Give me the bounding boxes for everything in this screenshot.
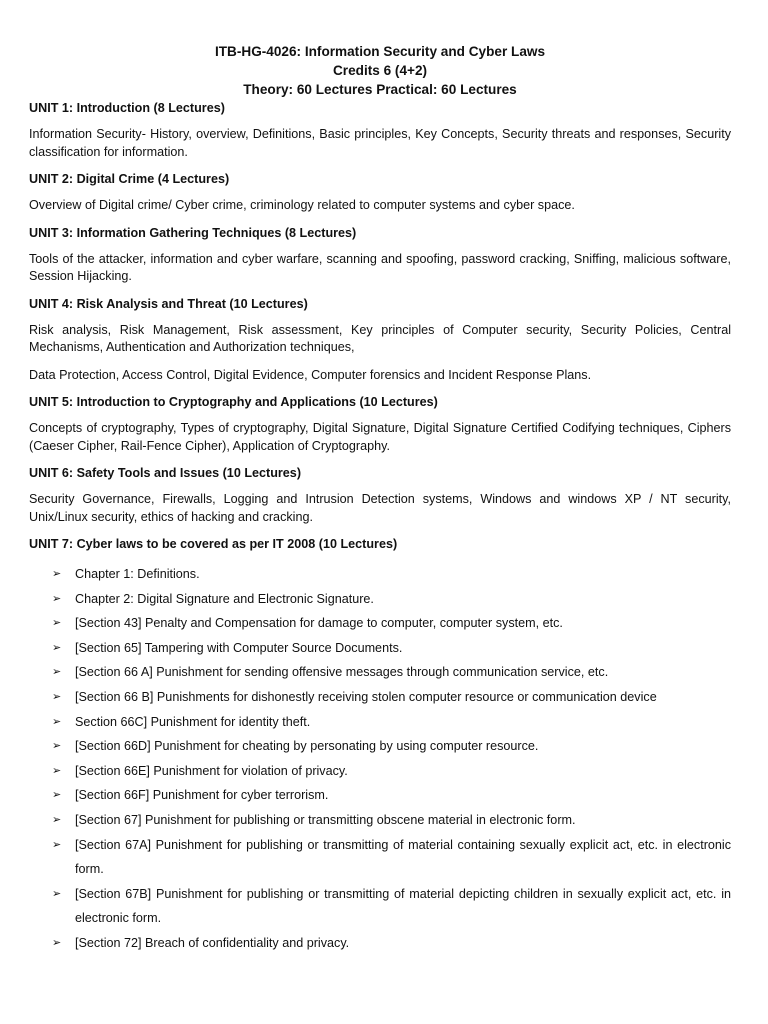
unit-5 [29,394,731,455]
list-item-text: [Section 65] Tampering with Computer Source Documents. [75,640,403,655]
list-item-text: Section 66C] Punishment for identity theft. [75,714,311,729]
unit-paragraph: Security Governance, Firewalls, Logging and Intrusion Detection systems, Windows and windows XP / NT security, Unix/Linux security, ethics of hacking and cracking. [29,492,731,524]
list-item [29,882,731,931]
list-item-text: [Section 72] Breach of confidentiality and privacy. [75,935,350,950]
unit-paragraph: Overview of Digital crime/ Cyber crime, criminology related to computer systems and cyber space. [29,198,575,212]
list-item-text: [Section 67B] Punishment for publishing or transmitting of material depicting children in sexually explicit act, etc. in electronic form. [75,886,731,926]
unit-heading: UNIT 6: Safety Tools and Issues (10 Lectures) [29,466,302,480]
list-item-text: [Section 67] Punishment for publishing or transmitting obscene material in electronic form. [75,812,576,827]
unit-heading: UNIT 2: Digital Crime (4 Lectures) [29,172,230,186]
unit-heading: UNIT 5: Introduction to Cryptography and Applications (10 Lectures) [29,395,438,409]
list-item-text: [Section 66F] Punishment for cyber terrorism. [75,788,329,803]
unit-paragraph: Information Security- History, overview, Definitions, Basic principles, Key Concepts, Security threats and responses, Security classification for information. [29,127,731,159]
list-item-text: Chapter 1: Definitions. [75,567,200,581]
arrow-bullet-icon: ➢ [52,617,62,630]
arrow-bullet-icon: ➢ [52,715,62,728]
unit-paragraph: Risk analysis, Risk Management, Risk assessment, Key principles of Computer security, Security Policies, Central Mechanisms, Authentication and Authorization techniques, [29,322,731,354]
unit-6 [29,465,731,526]
arrow-bullet-icon: ➢ [52,838,62,851]
cyber-law-sections-list [29,562,731,956]
arrow-bullet-icon: ➢ [52,690,62,703]
list-item [29,636,731,661]
list-item [29,660,731,685]
unit-heading: UNIT 4: Risk Analysis and Threat (10 Lectures) [29,296,308,311]
course-lectures: Theory: 60 Lectures Practical: 60 Lectures [243,82,517,97]
arrow-bullet-icon: ➢ [52,887,62,900]
list-item [29,562,731,587]
list-item [29,734,731,759]
arrow-bullet-icon: ➢ [52,813,62,826]
unit-7 [29,536,731,956]
course-title-block [29,42,731,99]
arrow-bullet-icon: ➢ [52,568,62,580]
course-credits: Credits 6 (4+2) [332,63,428,78]
unit-heading: UNIT 7: Cyber laws to be covered as per IT 2008 (10 Lectures) [29,537,398,551]
unit-1 [29,100,731,161]
list-item-text: [Section 66E] Punishment for violation of privacy. [75,763,348,778]
arrow-bullet-icon: ➢ [52,592,62,605]
list-item [29,783,731,808]
unit-4 [29,296,731,385]
arrow-bullet-icon: ➢ [52,789,62,802]
list-item-text: [Section 43] Penalty and Compensation for damage to computer, computer system, etc. [75,616,563,631]
unit-2 [29,171,731,215]
unit-paragraph: Data Protection, Access Control, Digital Evidence, Computer forensics and Incident Response Plans. [29,367,592,382]
unit-paragraph: Tools of the attacker, information and cyber warfare, scanning and spoofing, password cracking, Sniffing, malicious software, Session Hijacking. [29,251,731,283]
list-item-text: [Section 66D] Punishment for cheating by personating by using computer resource. [75,739,539,754]
list-item [29,808,731,833]
arrow-bullet-icon: ➢ [52,764,62,777]
unit-heading: UNIT 1: Introduction (8 Lectures) [29,101,225,115]
unit-3 [29,225,731,286]
list-item-text: Chapter 2: Digital Signature and Electronic Signature. [75,591,374,606]
unit-paragraph: Concepts of cryptography, Types of cryptography, Digital Signature, Digital Signature Certified Codifying techniques, Ciphers (Caeser Cipher, Rail-Fence Cipher), Application of Cryptography. [29,421,731,453]
unit-heading: UNIT 3: Information Gathering Techniques (8 Lectures) [29,225,357,240]
list-item [29,685,731,710]
list-item-text: [Section 67A] Punishment for publishing or transmitting of material containing sexually explicit act, etc. in electronic form. [75,837,731,877]
list-item [29,611,731,636]
course-title: ITB-HG-4026: Information Security and Cyber Laws [214,44,546,59]
arrow-bullet-icon: ➢ [52,936,62,949]
arrow-bullet-icon: ➢ [52,740,62,753]
list-item [29,710,731,735]
arrow-bullet-icon: ➢ [52,641,62,654]
arrow-bullet-icon: ➢ [52,666,62,679]
list-item-text: [Section 66 A] Punishment for sending offensive messages through communication service, etc. [75,665,609,680]
list-item [29,587,731,612]
list-item [29,759,731,784]
list-item [29,931,731,956]
list-item-text: [Section 66 B] Punishments for dishonestly receiving stolen computer resource or communication device [75,689,657,704]
list-item [29,833,731,882]
